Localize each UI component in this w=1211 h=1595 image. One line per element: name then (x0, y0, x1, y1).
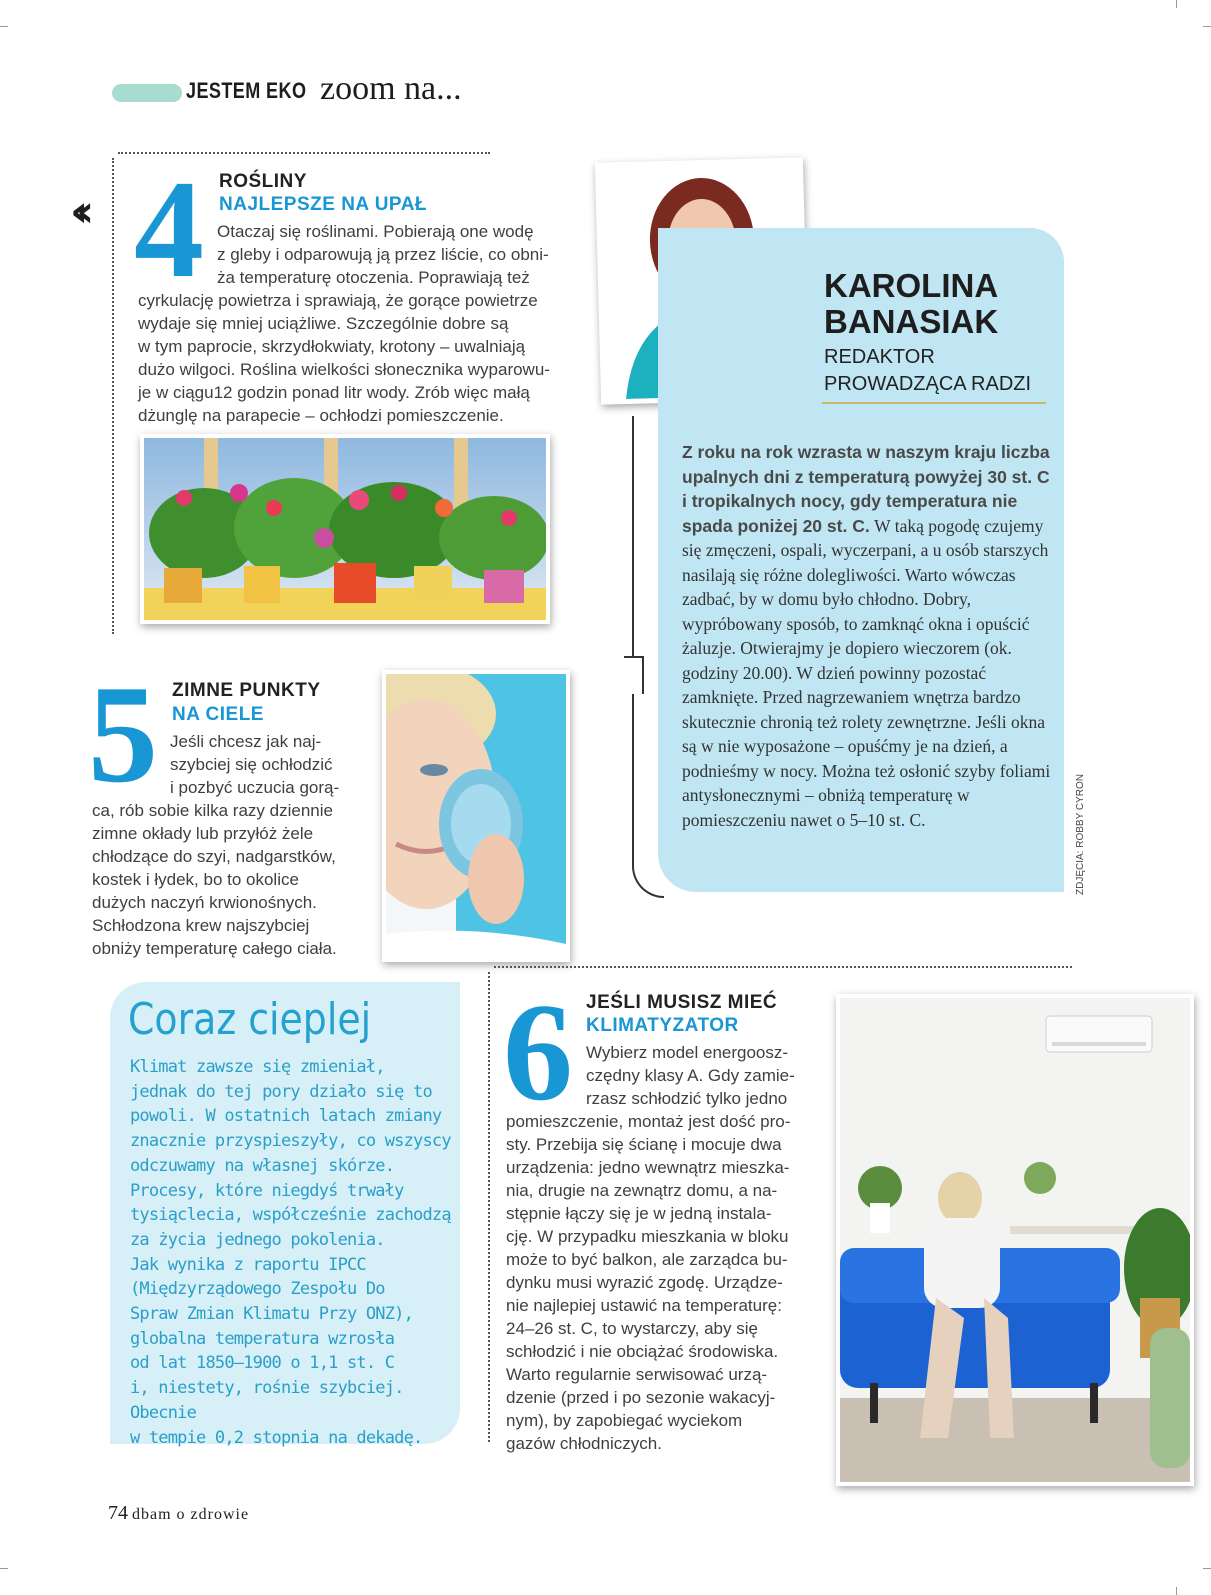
air-conditioner-photo (836, 994, 1194, 1486)
section-text: Wybierz model energoosz- czędny klasy A. Gdy zamie- rzasz schłodzić tylko jedno (586, 1043, 795, 1108)
cold-compress-photo (382, 670, 570, 962)
section-text: ca, rób sobie kilka razy dziennie zimne okłady lub przyłóż żele chłodzące do szyi, nadgarstków, kostek i łydek, bo to okolice dużych naczyń krwionośnych. Schłodzona krew najszybciej obniży temperaturę całego ciała. (92, 801, 337, 958)
section-subtitle: KLIMATYZATOR (586, 1015, 739, 1036)
section-subtitle: NA CIELE (172, 704, 264, 725)
warmer-text: Klimat zawsze się zmieniał, jednak do tej pory działo się to powoli. W ostatnich latach zmiany znacznie przyspieszyły, co wszyscy odczuwamy na własnej skórze. Procesy, które niegdyś trwały tysiąclecia, współcześnie zachodzą za życia jednego pokolenia. Jak wynika z raportu IPCC (Międzyrządowego Zespołu Do Spraw Zmian Klimatu Przy ONZ), globalna temperatura wzrosła od lat 1850–1900 o 1,1 st. C i, niestety, rośnie szybciej. Obecnie w tempie 0,2 stopnia na dekadę. (130, 1057, 451, 1448)
crop-mark (1176, 1587, 1177, 1595)
dotted-divider (494, 966, 1072, 968)
editor-role: REDAKTOR PROWADZĄCA RADZI (824, 346, 1032, 395)
section-number: 5 (88, 657, 158, 812)
role-underline (822, 402, 1046, 404)
editor-name: KAROLINA BANASIAK (824, 267, 999, 340)
editor-lead: Z roku na rok wzrasta w naszym kraju liczba upalnych dni z temperaturą powyżej 30 st. C i tropikalnych nocy, gdy temperatura nie spada poniżej 20 st. C. (682, 442, 1050, 536)
editor-body: W taką pogodę czujemy się zmęczeni, ospali, wyczerpani, a u osób starszych nasilają się różne dolegliwości. Warto wówczas zadbać, by w domu było chłodno. Dobry, wypróbowany sposób, to zamknąć okna i opuścić żaluzje. Otwierajmy je dopiero wieczorem (ok. godziny 20.00). W dzień powinny pozostać zamknięte. Przed nagrzewaniem wnętrza bardzo skutecznie chronią też rolety zewnętrzne. Jeśli okna są w nie wyposażone – opuśćmy je na dzień, a podnieśmy w nocy. Można też osłonić szyby foliami antysłonecznymi – obniżą temperaturę w pomieszczeniu nawet o 5–10 st. C. (682, 515, 1051, 830)
page-number: 74 (108, 1502, 128, 1524)
section-text: Otaczaj się roślinami. Pobierają one wodę z gleby i odparowują ją przez liście, co obni- ża temperaturę otoczenia. Poprawiają też (217, 222, 549, 287)
crop-mark (1203, 26, 1211, 27)
dotted-divider (112, 158, 114, 634)
section-tagline: zoom na... (320, 70, 462, 107)
section-number: 4 (134, 152, 204, 307)
plants-photo (140, 434, 550, 624)
header-accent-bar (112, 84, 182, 102)
section-title: JEŚLI MUSISZ MIEĆ (586, 992, 778, 1013)
crop-mark (1203, 1568, 1211, 1569)
page-footer (108, 1502, 249, 1525)
crop-mark (0, 1568, 8, 1569)
section-text: Jeśli chcesz jak naj- szybciej się ochłodzić i pozbyć uczucia gorą- (170, 732, 340, 797)
crop-mark (1176, 0, 1177, 8)
section-title: ZIMNE PUNKTY (172, 680, 321, 701)
section-text: cyrkulację powietrza i sprawiają, że gorące powietrze wydaje się mniej uciążliwe. Szczególnie dobre są w tym paprocie, skrzydłokwiaty, krotony – uwalniają dużo wilgoci. Roślina wielkości słonecznika wyparowu- je w ciągu12 godzin ponad litr wody. Zrób więc małą dżunglę na parapecie – ochłodzi pomieszczenie. (138, 291, 550, 425)
photo-credit: ZDJĘCIA: ROBBY CYRON (1075, 774, 1086, 895)
editor-advice-text (682, 440, 1052, 832)
magazine-name: dbam o zdrowie (132, 1506, 250, 1523)
section-subtitle: NAJLEPSZE NA UPAŁ (219, 194, 428, 215)
section-label: JESTEM EKO (186, 78, 307, 103)
dotted-divider (488, 972, 490, 1442)
callout-notch (624, 656, 644, 694)
section-number: 6 (503, 975, 573, 1130)
crop-mark (0, 26, 8, 27)
double-chevron-left-icon[interactable]: ‹‹ (70, 186, 83, 237)
section-title: ROŚLINY (219, 171, 307, 192)
warmer-title: Coraz cieplej (128, 994, 372, 1045)
section-text: pomieszczenie, montaż jest dość pro- sty. Przebija się ścianę i mocuje dwa urządzenia: jedno wewnątrz mieszka- nia, drugie na zewnątrz domu, a na- stępnie łączy się je w jedną instala- cję. W przypadku mieszkania w bloku może to być balkon, ale zarządca bu- dynku musi wyrazić zgodę. Urządze- nie najlepiej ustawić na temperaturę: 24–26 st. C, to wystarczy, aby się schłodzić i nie obciążać środowiska. Warto regularnie serwisować urzą- dzenie (przed i po sezonie wakacyj- nym), by zapobiegać wyciekom gazów chłodniczych. (506, 1112, 791, 1453)
